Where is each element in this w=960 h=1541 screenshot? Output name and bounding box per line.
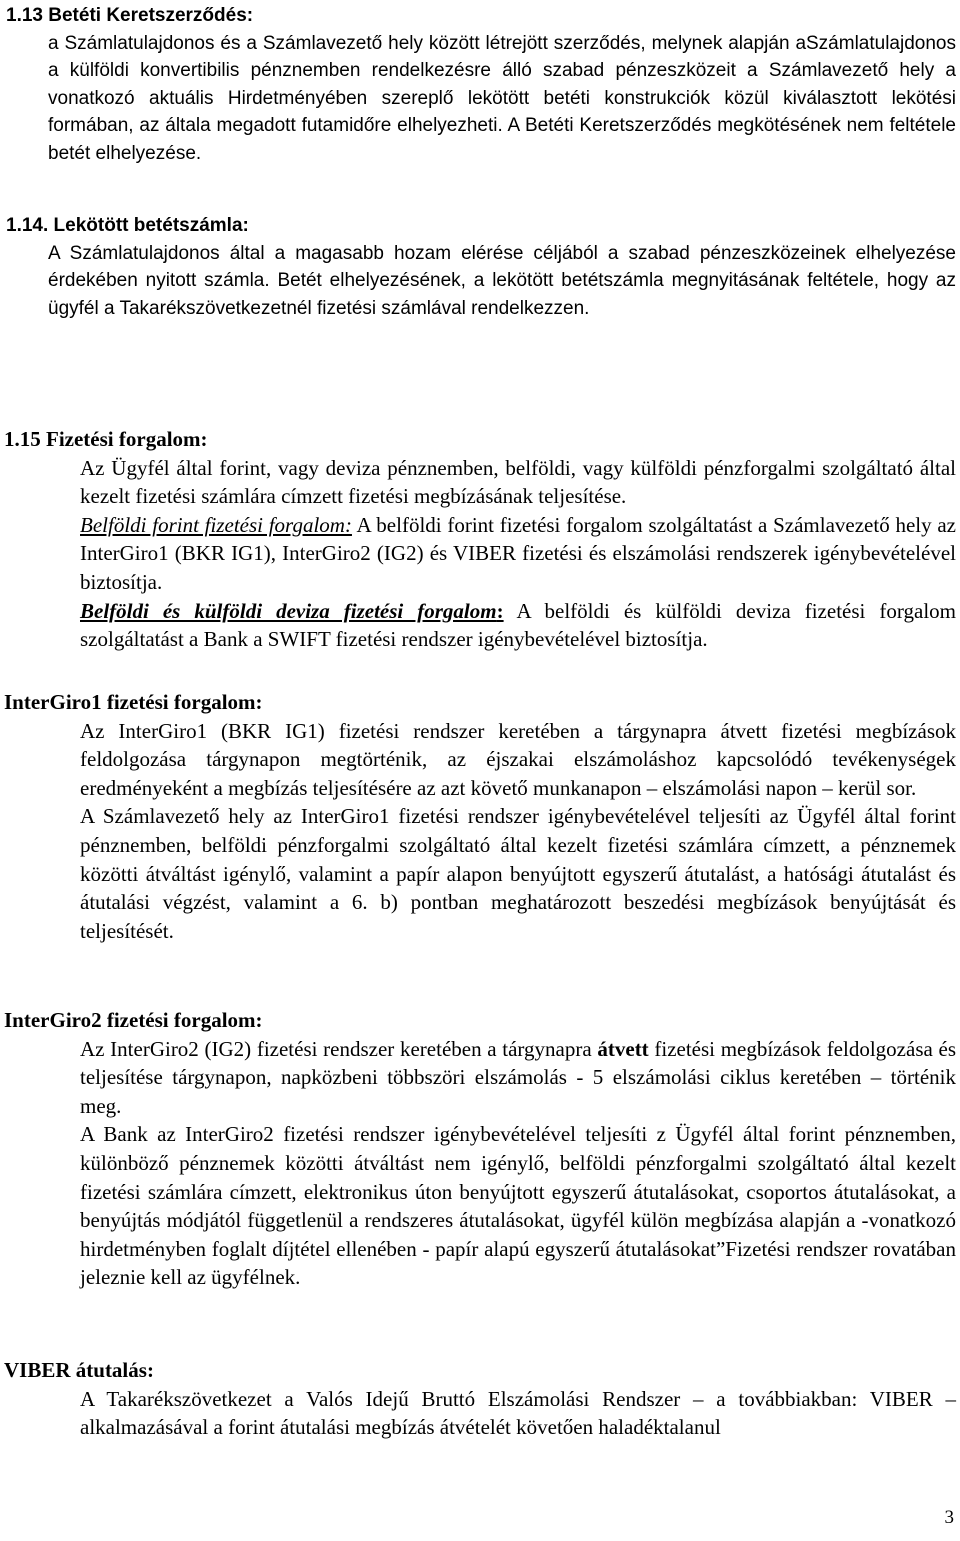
emphasis-atvett: átvett [597, 1036, 649, 1061]
section-heading: VIBER átutalás: [4, 1358, 154, 1382]
section-paragraph: a Számlatulajdonos és a Számlavezető hely között létrejött szerződés, melynek alapján aSzámlatulajdonos a külföldi konvertibilis pénznemben rendelkezésre álló szabad pénzeszközeit a Számlavezető hely a vonatkozó aktuális Hirdetményében szereplő lekötött betéti konstrukciók közül kiválasztott lekötési formában, az általa megadott futamidőre elhelyezheti. A Betéti Keretszerződés megkötésének nem feltétele betét elhelyezése. [48, 32, 956, 164]
section-heading: 1.14. Lekötött betétszámla: [6, 215, 249, 236]
section-heading: InterGiro1 fizetési forgalom: [4, 690, 263, 714]
subheading-belfoldi-forint: Belföldi forint fizetési forgalom: [80, 512, 352, 537]
section-heading: 1.15 Fizetési forgalom: [4, 427, 208, 451]
paragraph-text: A belföldi forint fizetési forgalom szolgáltatást a Számlavezető hely az InterGiro1 (BKR IG1), InterGiro2 (IG2) és VIBER fizetési és elszámolási rendszerek igénybevételével biztosítja. [80, 512, 956, 594]
section-paragraph: Az Ügyfél által forint, vagy deviza pénznemben, belföldi, vagy külföldi pénzforgalmi szolgáltató által kezelt fizetési számlára címzett fizetési megbízásának teljesítése. [80, 455, 956, 509]
section-paragraph-belfoldi-forint [0, 511, 960, 597]
subheading-deviza: Belföldi és külföldi deviza fizetési forgalom [80, 598, 497, 623]
section-paragraph: A Számlatulajdonos által a magasabb hozam elérése céljából a szabad pénzeszközeinek elhelyezése érdekében nyitott számla. Betét elhelyezésének, a lekötött betétszámla megnyitásának feltétele, hogy az ügyfél a Takarékszövetkezetnél fizetési számlával rendelkezzen. [48, 242, 956, 319]
section-intergiro2 [0, 1006, 960, 1292]
section-paragraph: A Számlavezető hely az InterGiro1 fizetési rendszer igénybevételével teljesíti az Ügyfél által forint pénznemben, belföldi pénzforgalmi szolgáltató által kezelt fizetési számlára címzett, a pénznemek közötti átváltást igénylő, valamint a papír alapon benyújtott egyszerű átutalást, a hatósági átutalást és átutalási végzést, valamint a 6. b) pontban meghatározott beszedési megbízások benyújtását és teljesítését. [80, 804, 956, 943]
paragraph-text: Az InterGiro2 (IG2) fizetési rendszer keretében a tárgynapra [80, 1036, 598, 1061]
section-heading: InterGiro2 fizetési forgalom: [4, 1008, 263, 1032]
paragraph-text: A belföldi és külföldi deviza fizetési forgalom szolgáltatást a Bank a SWIFT fizetési rendszer igénybevételével biztosítja. [80, 598, 956, 652]
section-paragraph: Az InterGiro1 (BKR IG1) fizetési rendszer keretében a tárgynapra átvett fizetési megbízások feldolgozása tárgynapon megtörténik, az éjszakai elszámoláshoz kapcsolódó tevékenységek eredményeként a megbízás teljesítésére az azt követő munkanapon – elszámolási napon – kerül sor. [80, 718, 956, 800]
paragraph-text: fizetési megbízások feldolgozása és teljesítése tárgynapon, napközbeni többszöri elszámolás - 5 elszámolási ciklus keretében – történik meg. [80, 1036, 956, 1118]
page-number: 3 [944, 1507, 954, 1528]
section-1-14-lekotott-betetszamla [0, 212, 960, 322]
section-intergiro1 [0, 688, 960, 945]
section-paragraph-deviza [0, 597, 960, 654]
section-paragraph [0, 1035, 960, 1121]
section-paragraph: A Takarékszövetkezet a Valós Idejű Bruttó Elszámolási Rendszer – a továbbiakban: VIBER – alkalmazásával a forint átutalási megbízás átvételét követően haladéktalanul [80, 1386, 956, 1440]
section-1-15-fizetesi-forgalom [0, 425, 960, 654]
section-1-13-beteti-keretszerzodes [0, 2, 960, 167]
section-paragraph: A Bank az InterGiro2 fizetési rendszer igénybevételével teljesíti z Ügyfél által forint pénznemben, különböző pénznemek közötti átváltást nem igénylő, belföldi pénzforgalmi szolgáltató által kezelt fizetési számlára címzett, elektronikus úton benyújtott egyszerű átutalásokat, csoportos átutalásokat, a benyújtás módjától függetlenül a rendszeres átutalásokat, ügyfél külön megbízása alapján a -vonatkozó hirdetményben foglalt díjtétel ellenében - papír alapú egyszerű átutalásokat”Fizetési rendszer rovatában jeleznie kell az ügyfélnek. [80, 1122, 956, 1290]
section-heading: 1.13 Betéti Keretszerződés: [6, 5, 254, 26]
subheading-colon: : [496, 598, 504, 623]
section-viber [0, 1356, 960, 1442]
